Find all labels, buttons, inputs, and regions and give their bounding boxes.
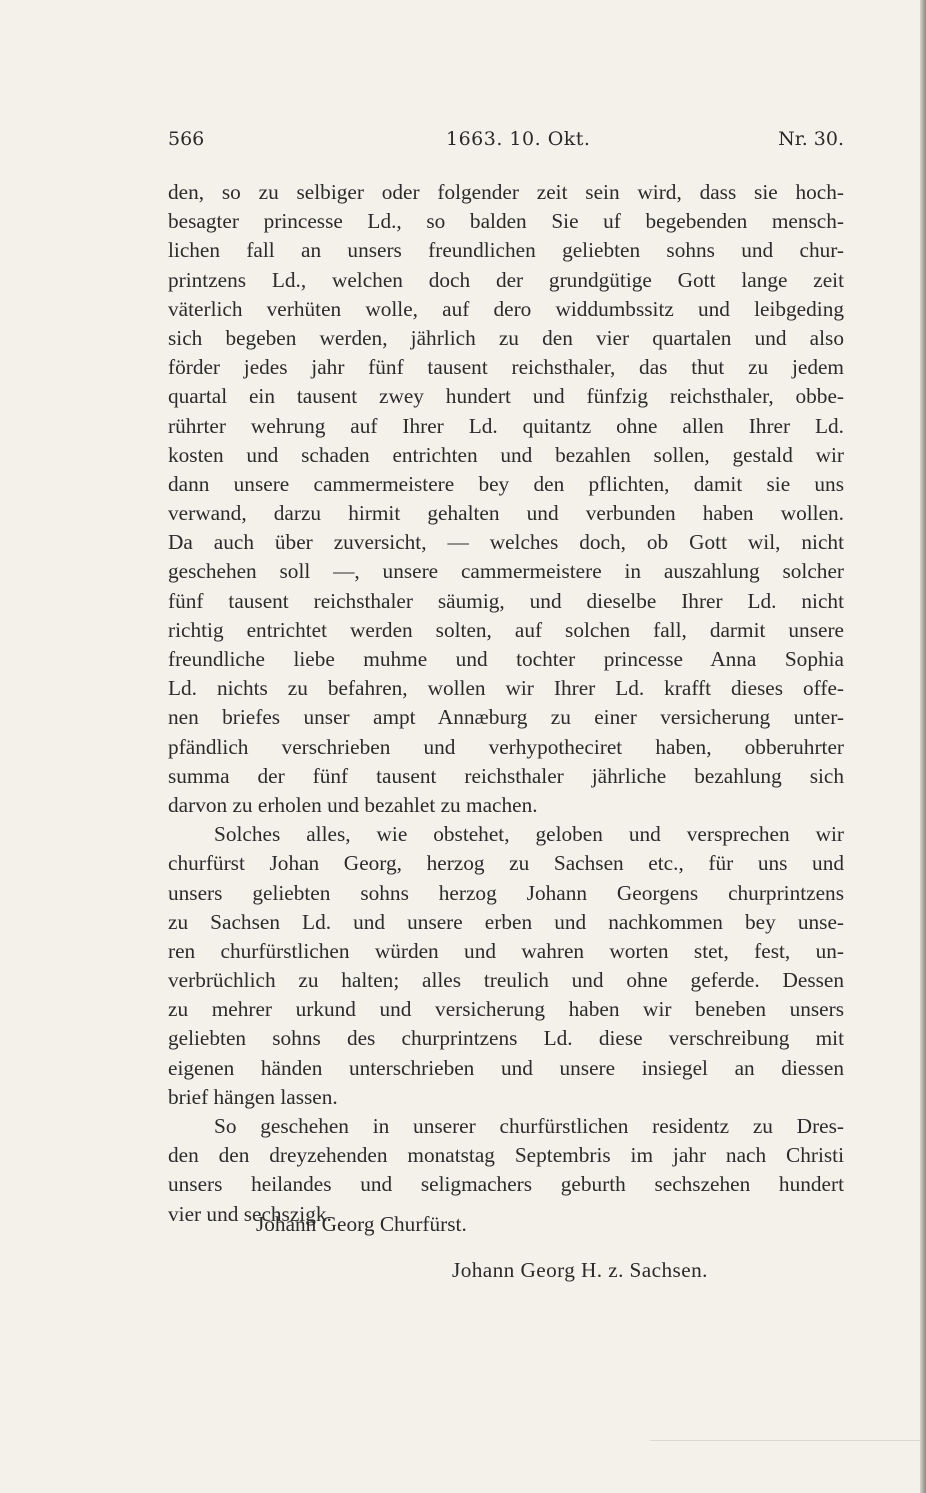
document-number: Nr. 30. [778,128,844,150]
header-date: 1663. 10. Okt. [446,128,591,150]
text-line: zu Sachsen Ld. und unsere erben und nachkommen bey unse- [168,909,844,934]
text-line: darvon zu erholen und bezahlet zu machen. [168,792,538,817]
text-line: dann unsere cammermeistere bey den pflichten, damit sie uns [168,471,844,496]
text-line: unsers heilandes und seligmachers geburth sechszehen hundert [168,1172,844,1197]
text-line: brief hängen lassen. [168,1084,338,1109]
text-line: eigenen händen unterschrieben und unsere insiegel an diessen [168,1055,844,1080]
text-line: So geschehen in unserer churfürstlichen residentz zu Dres- [214,1114,844,1138]
text-line: pfändlich verschrieben und verhypotheciret haben, obberuhrter [168,734,844,759]
text-line: geliebten sohns des churprintzens Ld. diese verschreibung mit [168,1026,844,1051]
text-line: zu mehrer urkund und versicherung haben wir beneben unsers [168,997,844,1022]
running-header [168,128,846,160]
text-line: sich begeben werden, jährlich zu den vier quartalen und also [168,325,844,350]
text-line: Ld. nichts zu befahren, wollen wir Ihrer Ld. krafft dieses offe- [168,676,844,701]
text-line: rührter wehrung auf Ihrer Ld. quitantz ohne allen Ihrer Ld. [168,413,844,438]
text-line: nen briefes unser ampt Annæburg zu einer versicherung unter- [168,705,844,730]
text-line: verbrüchlich zu halten; alles treulich und ohne geferde. Dessen [168,968,844,993]
text-line: besagter princesse Ld., so balden Sie uf begebenden mensch- [168,209,844,234]
text-line: Solches alles, wie obstehet, geloben und versprechen wir [214,822,844,847]
text-line: den, so zu selbiger oder folgender zeit sein wird, dass sie hoch- [168,180,844,204]
text-line: den den dreyzehenden monatstag Septembris im jahr nach Christi [168,1143,844,1168]
page-number: 566 [168,128,205,150]
text-line: förder jedes jahr fünf tausent reichsthaler, das thut zu jedem [168,355,844,380]
text-line: vier und sechszigk. [168,1201,332,1226]
signature-churfuerst: Johann Georg Churfürst. [256,1212,467,1236]
signature-herzog: Johann Georg H. z. Sachsen. [452,1258,708,1282]
text-line: kosten und schaden entrichten und bezahlen sollen, gestald wir [168,442,844,467]
text-line: lichen fall an unsers freundlichen geliebten sohns und chur- [168,238,844,263]
page-fold-mark [650,1440,920,1441]
text-line: ren churfürstlichen würden und wahren worten stet, fest, un- [168,938,844,963]
text-line: churfürst Johan Georg, herzog zu Sachsen etc., für uns und [168,851,844,876]
text-line: väterlich verhüten wolle, auf dero widdumbssitz und leibgeding [168,296,844,321]
text-line: quartal ein tausent zwey hundert und fünfzig reichsthaler, obbe- [168,384,844,409]
text-line: fünf tausent reichsthaler säumig, und dieselbe Ihrer Ld. nicht [168,588,844,613]
text-line: Da auch über zuversicht, — welches doch, ob Gott wil, nicht [168,530,844,555]
body-text [168,178,844,1229]
text-line: freundliche liebe muhme und tochter princesse Anna Sophia [168,647,844,671]
text-line: unsers geliebten sohns herzog Johann Georgens churprintzens [168,880,844,905]
page-edge-shadow [920,0,926,1493]
text-line: richtig entrichtet werden solten, auf solchen fall, darmit unsere [168,617,844,642]
text-line: summa der fünf tausent reichsthaler jährliche bezahlung sich [168,763,844,788]
text-line: printzens Ld., welchen doch der grundgütige Gott lange zeit [168,267,844,292]
text-line: verwand, darzu hirmit gehalten und verbunden haben wollen. [168,501,844,526]
text-line: geschehen soll —, unsere cammermeistere in auszahlung solcher [168,559,844,584]
